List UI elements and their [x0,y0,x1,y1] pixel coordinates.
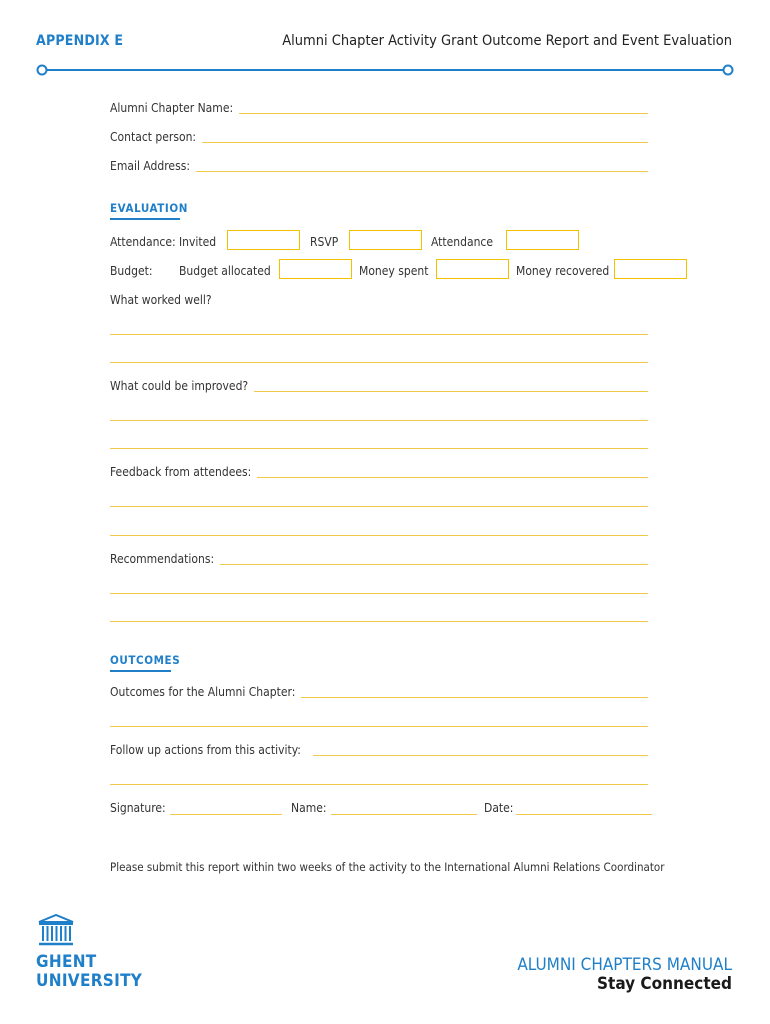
feedback-line[interactable] [110,506,648,507]
name-line[interactable] [331,814,477,815]
money-recovered-input[interactable] [614,259,687,279]
money-spent-label: Money spent [359,264,429,278]
attendance-label: Attendance: [110,235,176,249]
money-spent-input[interactable] [436,259,509,279]
email-label: Email Address: [110,159,190,173]
submission-note: Please submit this report within two weeks of the activity to the International Alumni Relations Coordinator [110,860,665,874]
follow-up-label: Follow up actions from this activity: [110,743,301,757]
date-line[interactable] [516,814,652,815]
email-field[interactable] [110,159,648,173]
evaluation-heading: EVALUATION [110,201,189,215]
chapter-outcomes-line[interactable] [110,726,648,727]
signature-label: Signature: [110,801,166,815]
budget-label: Budget: [110,264,153,278]
rsvp-label: RSVP [310,235,339,249]
improved-label: What could be improved? [110,379,249,393]
recommendations-line[interactable] [110,621,648,622]
document-title: Alumni Chapter Activity Grant Outcome Report and Event Evaluation [282,33,732,49]
date-label: Date: [484,801,514,815]
recommendations-line[interactable] [110,593,648,594]
manual-title: ALUMNI CHAPTERS MANUAL [517,955,732,975]
invited-input[interactable] [227,230,300,250]
name-label: Name: [291,801,327,815]
chapter-name-label: Alumni Chapter Name: [110,101,234,115]
improved-line[interactable] [110,420,648,421]
chapter-outcomes-field[interactable] [110,685,648,699]
signature-line[interactable] [170,814,282,815]
university-name [36,953,142,991]
invited-label: Invited [179,235,217,249]
ghent-university-logo-icon [36,913,76,947]
money-recovered-label: Money recovered [516,264,610,278]
header-rule [36,64,734,76]
university-line-2: UNIVERSITY [36,971,143,991]
feedback-field[interactable] [110,465,648,479]
follow-up-line[interactable] [110,784,648,785]
feedback-label: Feedback from attendees: [110,465,252,479]
follow-up-field[interactable] [110,743,648,757]
worked-well-label: What worked well? [110,293,212,307]
attendance-count-label: Attendance [431,235,494,249]
improved-line[interactable] [110,448,648,449]
appendix-label: APPENDIX E [36,33,124,49]
rsvp-input[interactable] [349,230,422,250]
worked-well-line[interactable] [110,362,648,363]
evaluation-underline [110,218,180,220]
outcomes-underline [110,670,171,672]
university-line-1: GHENT [36,952,97,972]
recommendations-label: Recommendations: [110,552,215,566]
contact-person-field[interactable] [110,130,648,144]
contact-person-label: Contact person: [110,130,197,144]
chapter-name-field[interactable] [110,101,648,115]
attendance-input[interactable] [506,230,579,250]
worked-well-line[interactable] [110,334,648,335]
chapter-outcomes-label: Outcomes for the Alumni Chapter: [110,685,296,699]
budget-allocated-input[interactable] [279,259,352,279]
recommendations-field[interactable] [110,552,648,566]
outcomes-heading: OUTCOMES [110,653,181,667]
budget-allocated-label: Budget allocated [179,264,271,278]
feedback-line[interactable] [110,535,648,536]
improved-field[interactable] [110,379,648,393]
tagline: Stay Connected [596,974,732,994]
